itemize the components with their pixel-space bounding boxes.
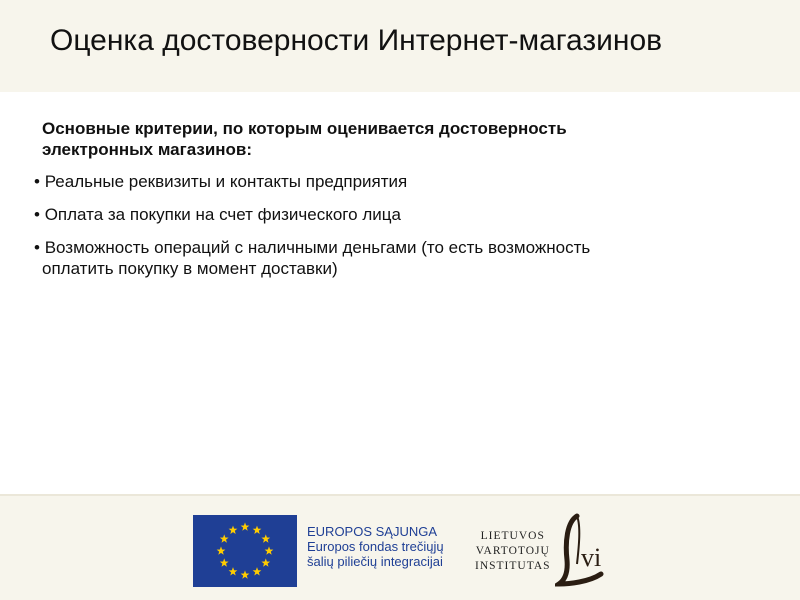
lvi-logo-mark: [555, 512, 615, 590]
eu-star-icon: [241, 522, 250, 530]
lvi-caption: [475, 529, 551, 574]
eu-star-icon: [253, 526, 262, 534]
bullet-text: Оплата за покупки на счет физического лица: [44, 205, 401, 224]
intro-line-1: Основные критерии, по которым оценивается достоверность: [42, 119, 567, 138]
title-band: [0, 0, 800, 92]
eu-star-icon: [229, 567, 238, 575]
bullet-dot-icon: •: [34, 205, 40, 224]
slide-title: Оценка достоверности Интернет-магазинов: [50, 24, 663, 57]
bullet-item-3: [34, 237, 734, 279]
lvi-logo-icon: [555, 512, 615, 590]
eu-caption: [307, 524, 444, 569]
eu-star-icon: [261, 558, 270, 566]
intro-line-2: электронных магазинов:: [42, 140, 253, 159]
eu-star-icon: [217, 546, 226, 554]
eu-caption-line-2: Europos fondas trečiųjų: [307, 539, 444, 554]
bullet-text: Возможность операций с наличными деньгами (то есть возможность: [44, 238, 591, 257]
lvi-caption-line-1: LIETUVOS: [480, 530, 545, 542]
bullet-item-1: [34, 171, 734, 192]
bullet-item-2: [34, 204, 734, 225]
eu-star-icon: [220, 534, 229, 542]
intro-text: [42, 118, 734, 160]
eu-star-icon: [261, 534, 270, 542]
eu-star-icon: [241, 570, 250, 578]
eu-caption-line-3: šalių piliečių integracijai: [307, 554, 443, 569]
eu-star-icon: [229, 526, 238, 534]
eu-stars: [193, 515, 297, 587]
lvi-mark-text: vi: [581, 543, 602, 572]
eu-star-icon: [220, 558, 229, 566]
slide-content: [34, 118, 734, 291]
lvi-caption-line-3: INSTITUTAS: [475, 560, 551, 572]
eu-caption-line-1: EUROPOS SĄJUNGA: [307, 524, 438, 539]
eu-star-icon: [265, 546, 274, 554]
bullet-dot-icon: •: [34, 172, 40, 191]
bullet-dot-icon: •: [34, 238, 40, 257]
bullet-continuation: оплатить покупку в момент доставки): [42, 259, 338, 278]
bullet-text: Реальные реквизиты и контакты предприятия: [44, 172, 408, 191]
lvi-caption-line-2: VARTOTOJŲ: [475, 545, 550, 557]
eu-star-icon: [253, 567, 262, 575]
eu-flag-icon: [193, 515, 297, 587]
